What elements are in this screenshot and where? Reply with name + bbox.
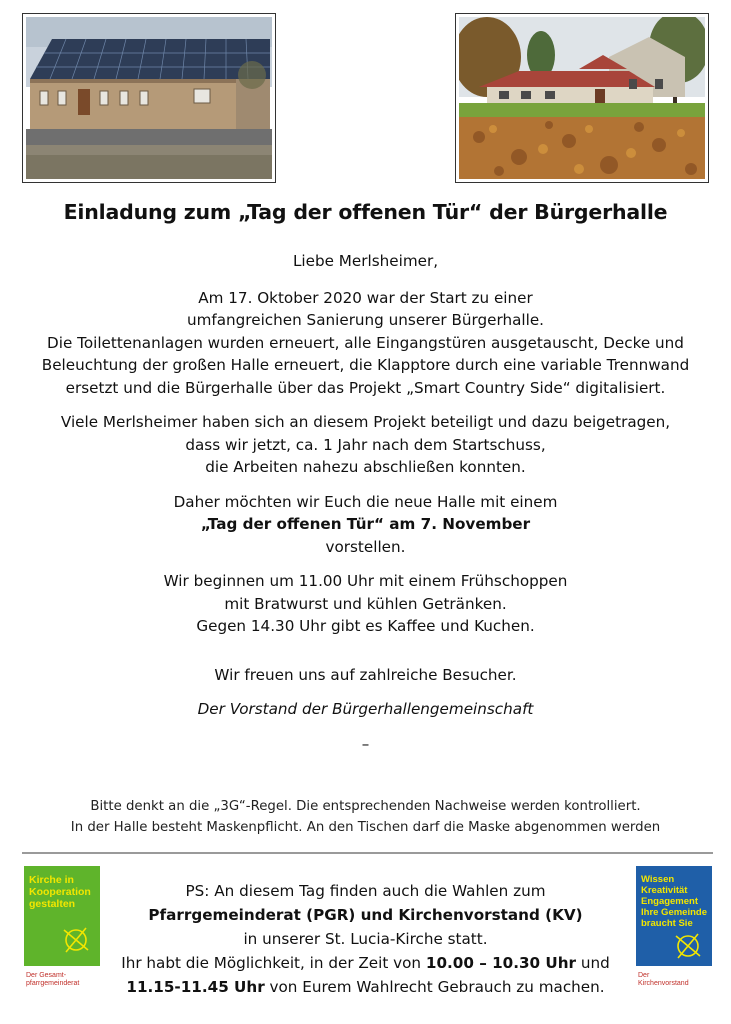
logo-subtitle <box>636 972 712 988</box>
para1-line: ersetzt und die Bürgerhalle über das Projekt „Smart Country Side“ digitalisiert. <box>65 378 666 397</box>
logo-subtitle-line: Kirchenvorstand <box>638 980 689 987</box>
logo-subtitle-line: Der Gesamt- <box>26 972 67 979</box>
cross-icon <box>62 926 90 954</box>
ps-line <box>110 951 621 975</box>
invitation-body <box>20 250 711 755</box>
logo-title-line: Ihre Gemeinde <box>641 907 707 918</box>
para2-line: Viele Merlsheimer haben sich an diesem Projekt beteiligt und dazu beigetragen, <box>60 413 671 431</box>
photo-building-solar-roof <box>22 13 276 183</box>
greeting: Liebe Merlsheimer, <box>292 252 439 270</box>
logo-title-line: braucht Sie <box>641 918 693 929</box>
covid-notice <box>0 796 731 838</box>
logo-title-line: Wissen <box>641 874 675 885</box>
event-date-line: „Tag der offenen Tür“ am 7. November <box>200 515 531 533</box>
ps-line <box>110 975 621 999</box>
para4-line: Gegen 14.30 Uhr gibt es Kaffee und Kuchen. <box>196 617 535 635</box>
para3-line: Daher möchten wir Euch die neue Halle mit einem <box>173 492 558 511</box>
ps-line: in unserer St. Lucia-Kirche statt. <box>243 930 488 948</box>
para3-line: vorstellen. <box>325 537 406 556</box>
logo-title-line: Engagement <box>641 896 699 907</box>
cross-icon <box>674 932 702 960</box>
logo-subtitle-line: pfarrgemeinderat <box>26 980 80 987</box>
signature: Der Vorstand der Bürgerhallengemeinschaft <box>197 700 534 718</box>
para1-line: Am 17. Oktober 2020 war der Start zu einer <box>198 288 533 307</box>
logo-gesamtpfarrgemeinderat <box>24 866 100 992</box>
closing: Wir freuen uns auf zahlreiche Besucher. <box>214 665 517 684</box>
logo-title <box>641 874 709 929</box>
ps-line: Pfarrgemeinderat (PGR) und Kirchenvorstand (KV) <box>148 906 583 924</box>
logo-title-line: Kreativität <box>641 885 688 896</box>
logo-box <box>24 866 100 966</box>
notice-line: In der Halle besteht Maskenpflicht. An den Tischen darf die Maske abgenommen werden <box>70 820 661 835</box>
logo-title-line: Kirche in <box>29 874 74 886</box>
para1-line: Beleuchtung der großen Halle erneuert, die Klapptore durch eine variable Trennwand <box>41 356 690 374</box>
ps-time: 11.15-11.45 Uhr <box>126 978 265 996</box>
ps-section <box>110 879 621 999</box>
logo-subtitle-line: Der <box>638 972 650 979</box>
photo-hall-autumn-lawn <box>455 13 709 183</box>
logo-box <box>636 866 712 966</box>
para1-line: Die Toilettenanlagen wurden erneuert, alle Eingangstüren ausgetauscht, Decke und <box>47 333 684 352</box>
ps-text: Ihr habt die Möglichkeit, in der Zeit von <box>121 954 426 972</box>
ps-time: 10.00 – 10.30 Uhr <box>425 954 577 972</box>
para2-line: die Arbeiten nahezu abschließen konnten. <box>205 458 526 476</box>
logo-title-line: gestalten <box>29 898 76 910</box>
para1-line: umfangreichen Sanierung unserer Bürgerhalle. <box>186 311 545 329</box>
logo-subtitle <box>24 972 100 988</box>
divider <box>22 852 713 854</box>
ps-line: PS: An diesem Tag finden auch die Wahlen zum <box>185 882 546 900</box>
ps-text: von Eurem Wahlrecht Gebrauch zu machen. <box>264 978 605 996</box>
logo-kirchenvorstand <box>636 866 712 992</box>
notice-line: Bitte denkt an die „3G“-Regel. Die entsprechenden Nachweise werden kontrolliert. <box>90 799 641 814</box>
ps-text: und <box>576 954 610 972</box>
separator-dash: – <box>361 734 370 753</box>
logo-title <box>29 874 97 910</box>
para2-line: dass wir jetzt, ca. 1 Jahr nach dem Startschuss, <box>185 435 546 454</box>
para4-line: Wir beginnen um 11.00 Uhr mit einem Frühschoppen <box>163 572 568 590</box>
para4-line: mit Bratwurst und kühlen Getränken. <box>224 594 507 613</box>
page-title: Einladung zum „Tag der offenen Tür“ der Bürgerhalle <box>63 200 668 224</box>
logo-title-line: Kooperation <box>29 886 91 898</box>
